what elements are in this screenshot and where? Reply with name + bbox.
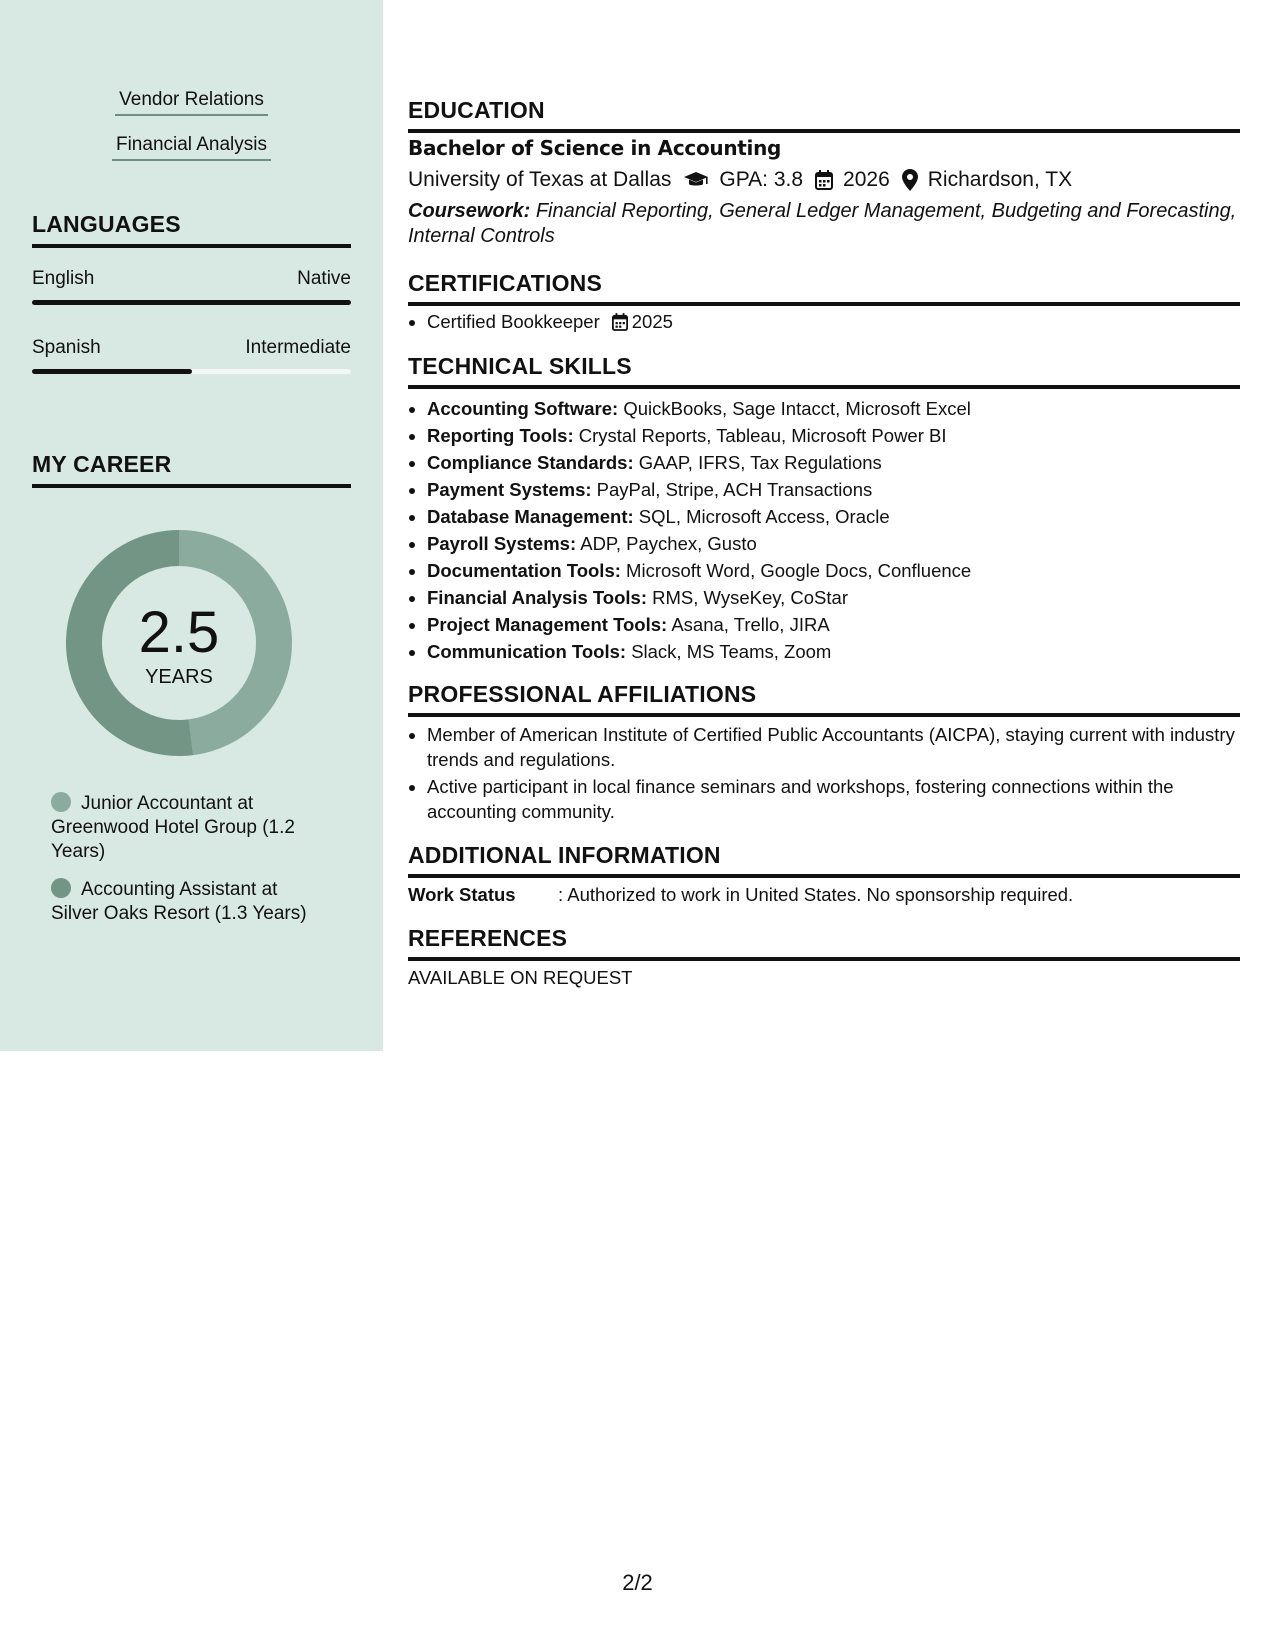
list-item [427,611,1259,638]
list-item [427,422,1259,449]
skill-category: Payment Systems: [427,479,592,500]
skill-category: Communication Tools: [427,641,627,662]
additional-info-heading: ADDITIONAL INFORMATION [408,842,1240,878]
list-item [427,503,1259,530]
legend-dot-icon [51,878,71,898]
skill-values: Slack, MS Teams, Zoom [631,641,832,662]
affiliations-heading: PROFESSIONAL AFFILIATIONS [408,681,1240,717]
coursework-label: Coursework: [408,200,531,222]
work-status-label: Work Status [408,884,516,905]
skill-values: Crystal Reports, Tableau, Microsoft Power BI [578,425,947,446]
map-pin-icon [902,169,918,191]
career-legend-item: Accounting Assistant at Silver Oaks Resort (1.3 Years) [51,879,307,924]
list-item [427,557,1259,584]
list-item [427,584,1259,611]
skill-values: ADP, Paychex, Gusto [580,533,757,554]
calendar-icon [815,170,833,190]
skill-category: Documentation Tools: [427,560,621,581]
career-total-value: 2.5 [138,599,220,665]
education-heading: EDUCATION [408,97,1240,133]
language-proficiency-bar [32,300,351,305]
degree-title: Bachelor of Science in Accounting [408,136,782,160]
school-location: Richardson, TX [927,168,1073,191]
skill-values: GAAP, IFRS, Tax Regulations [638,452,882,473]
school-name: University of Texas at Dallas [408,168,672,191]
language-level: Native [297,268,351,289]
language-proficiency-bar [32,369,351,374]
technical-skills-list [408,395,1259,665]
skill-values: Microsoft Word, Google Docs, Confluence [626,560,972,581]
certification-name: • Certified Bookkeeper [427,311,600,332]
list-item [427,638,1259,665]
skill-tag: Vendor Relations [0,89,383,116]
gpa: GPA: 3.8 [719,168,804,191]
skill-values: PayPal, Stripe, ACH Transactions [596,479,873,500]
skill-tag: Financial Analysis [0,134,383,161]
career-donut-center [64,528,294,758]
skill-category: Payroll Systems: [427,533,577,554]
list-item [427,395,1259,422]
list-item [427,311,1259,333]
skill-category: Database Management: [427,506,634,527]
language-name: English [32,268,95,289]
language-proficiency-fill [32,369,192,374]
language-proficiency-fill [32,300,351,305]
list-item: • Active participant in local finance seminars and workshops, fostering connections within the accounting community. [427,775,1259,824]
career-legend-item: Junior Accountant at Greenwood Hotel Group (1.2 Years) [51,793,295,862]
page-number: 2/2 [622,1570,653,1595]
language-row [32,268,351,290]
coursework-list: Financial Reporting, General Ledger Management, Budgeting and Forecasting, Internal Controls [408,200,1237,247]
education-details [408,168,1072,192]
career-heading: MY CAREER [32,451,351,488]
certification-year: 2025 [631,311,673,332]
language-level: Intermediate [245,337,351,358]
skill-category: Compliance Standards: [427,452,634,473]
list-item [427,530,1259,557]
list-item: • Member of American Institute of Certified Public Accountants (AICPA), staying current with industry trends and regulations. [427,723,1259,772]
coursework [408,199,1240,249]
languages-heading: LANGUAGES [32,211,351,248]
sidebar [0,0,383,1051]
graduation-year: 2026 [843,168,890,191]
skill-category: Project Management Tools: [427,614,668,635]
references-heading: REFERENCES [408,925,1240,961]
work-status [408,884,1073,906]
skill-category: Financial Analysis Tools: [427,587,647,608]
language-row [32,337,351,359]
references-text: AVAILABLE ON REQUEST [408,967,633,988]
legend-dot-icon [51,792,71,812]
skill-values: QuickBooks, Sage Intacct, Microsoft Excel [623,398,971,419]
skill-category: Reporting Tools: [427,425,574,446]
affiliations-list [408,723,1259,824]
skill-values: Asana, Trello, JIRA [671,614,830,635]
technical-skills-heading: TECHNICAL SKILLS [408,353,1240,389]
career-total-unit: YEARS [145,665,213,688]
calendar-icon [612,313,628,331]
skill-category: Accounting Software: [427,398,619,419]
work-status-value: : Authorized to work in United States. No sponsorship required. [558,884,1074,905]
list-item [427,476,1259,503]
certifications-heading: CERTIFICATIONS [408,270,1240,306]
graduation-cap-icon [683,171,709,189]
skill-values: SQL, Microsoft Access, Oracle [638,506,890,527]
language-name: Spanish [32,337,101,358]
certifications-list [408,311,1259,333]
skill-values: RMS, WyseKey, CoStar [652,587,848,608]
career-donut-chart [64,528,294,758]
list-item [427,449,1259,476]
